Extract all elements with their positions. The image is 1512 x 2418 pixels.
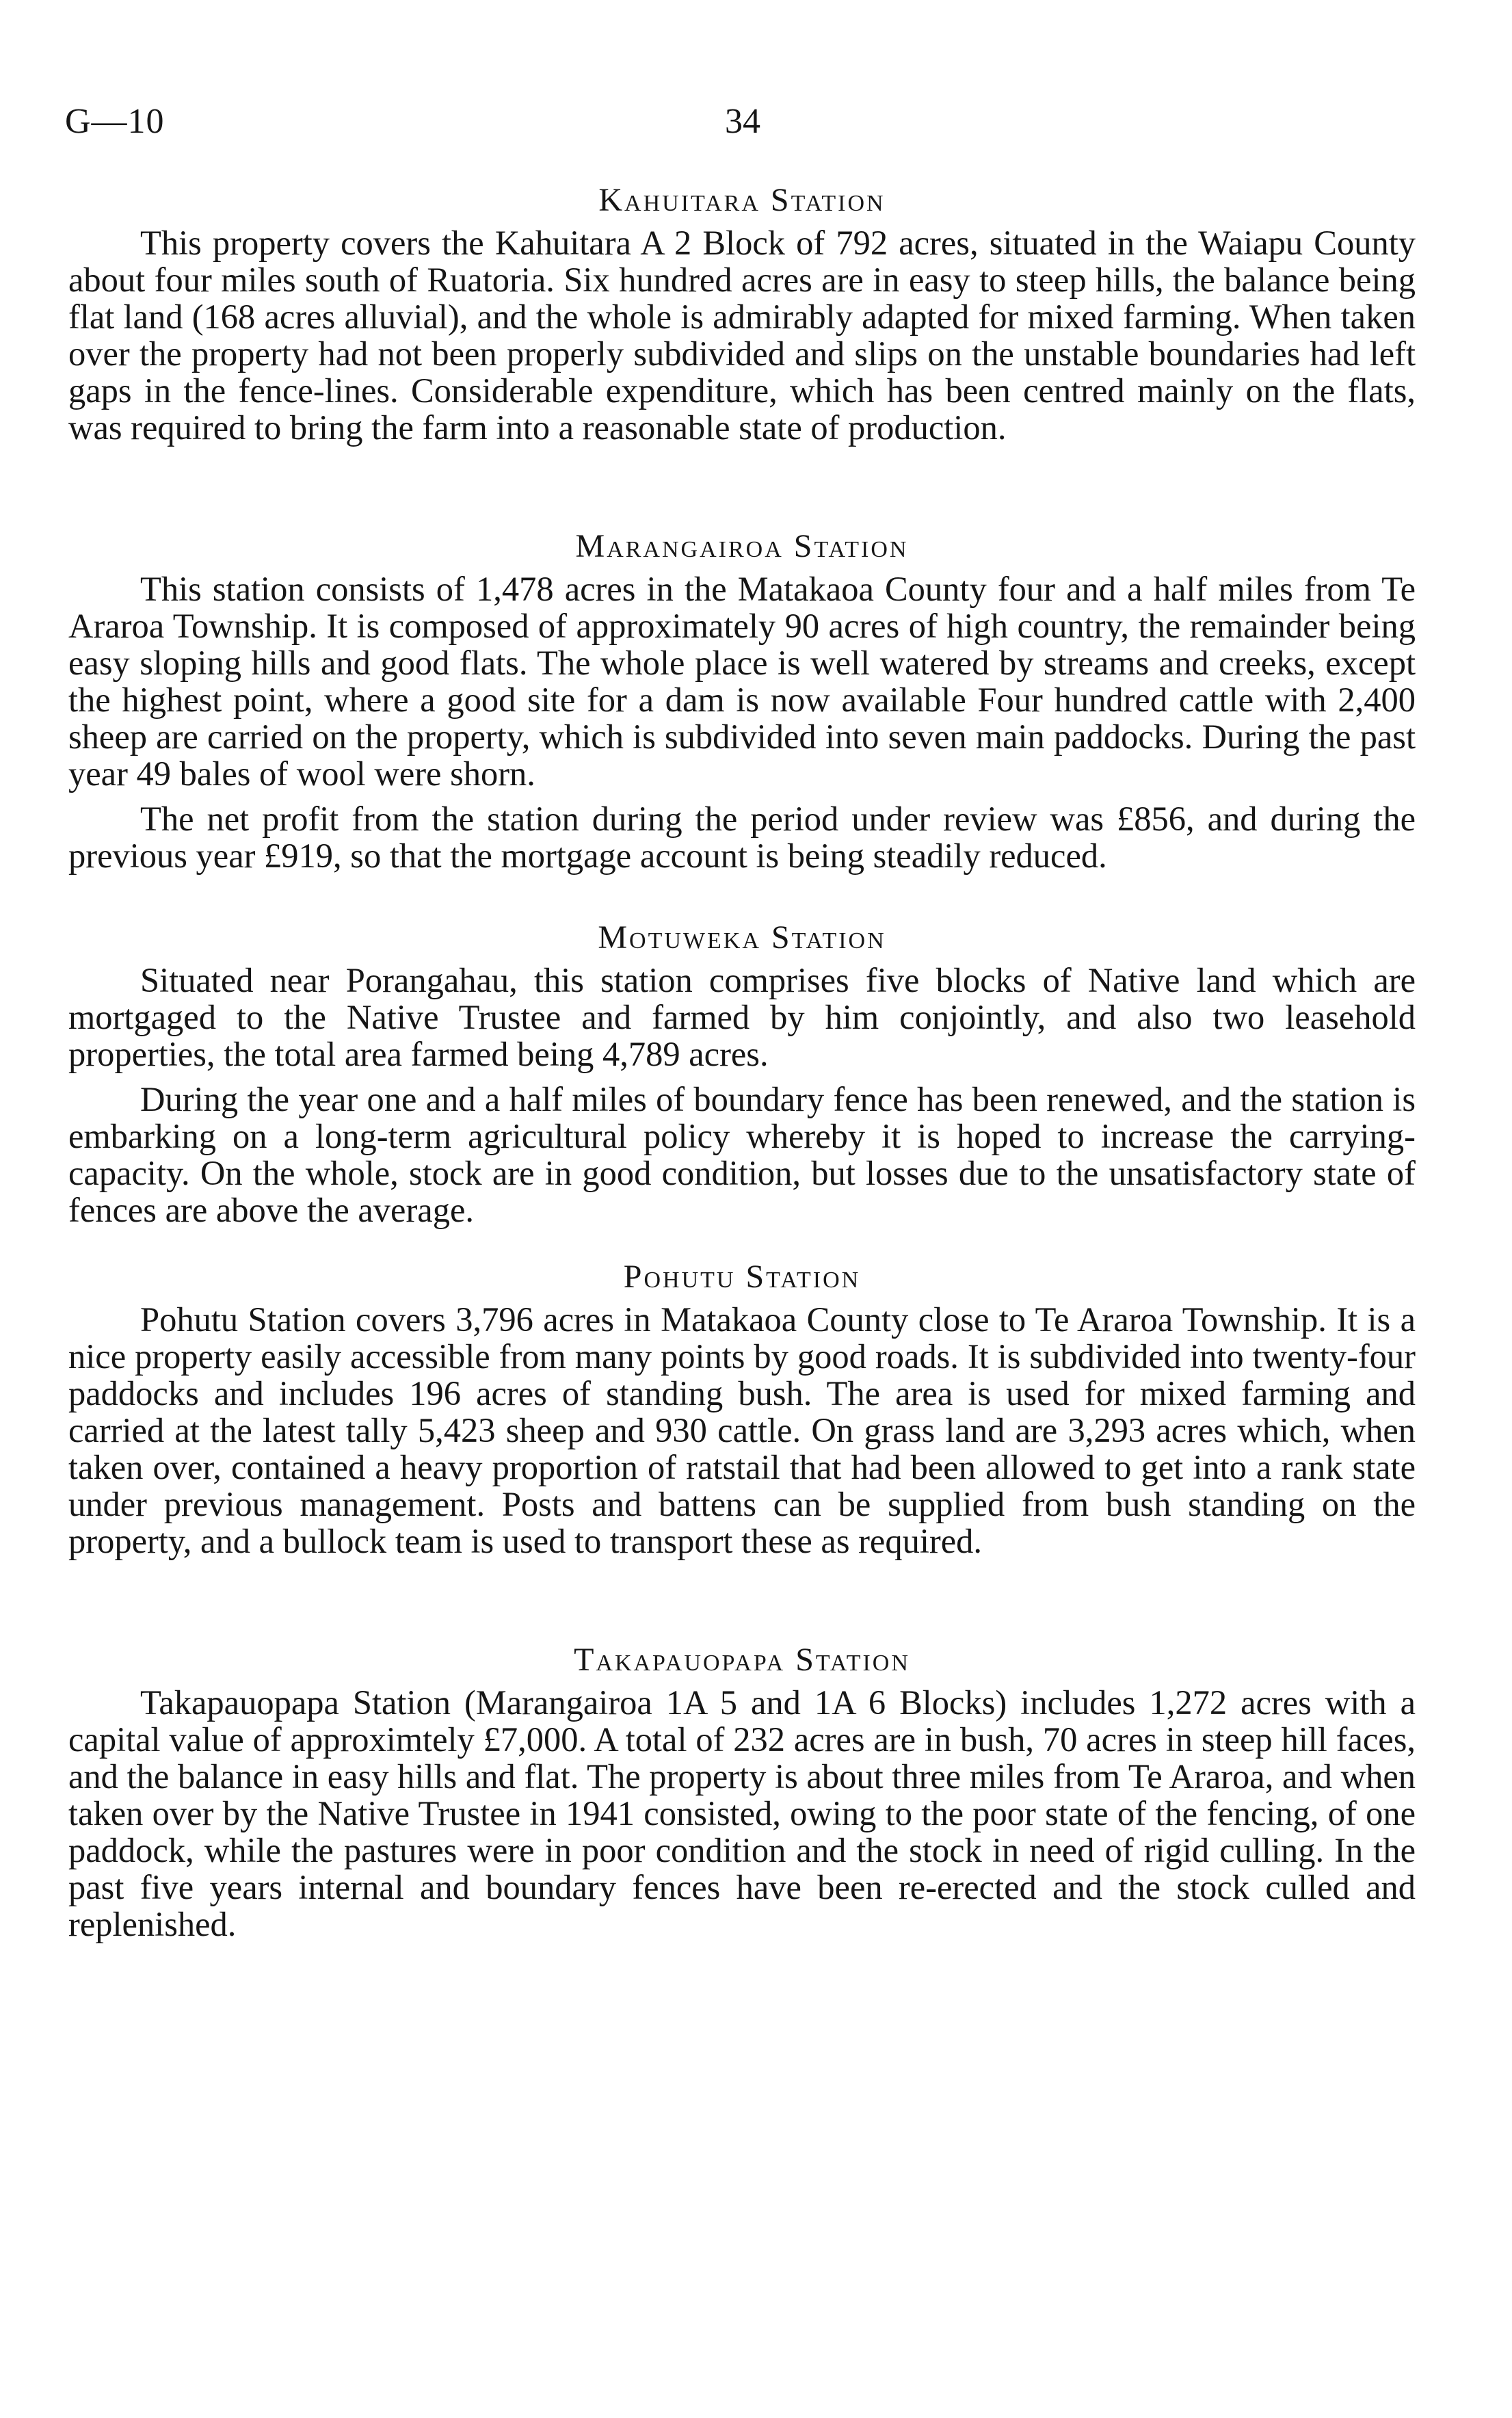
- paragraph: This property covers the Kahuitara A 2 Block of 792 acres, situated in the Waiapu County about four miles south of Ruatoria. Six hundred acres are in easy to steep hills, the balance being flat land (168 acres alluvial), and the whole is admirably adapted for mixed farming. When taken over the property had not been properly subdivided and slips on the unstable boundaries had left gaps in the fence-lines. Considerable expenditure, which has been centred mainly on the flats, was required to bring the farm into a reasonable state of production.: [68, 224, 1416, 447]
- section-title: Kahuitara Station: [598, 182, 886, 218]
- paragraph: Pohutu Station covers 3,796 acres in Matakaoa County close to Te Araroa Township. It is a nice property easily accessible from many points by good roads. It is subdivided into twenty-four paddocks and includes 196 acres of standing bush. The area is used for mixed farming and carried at the latest tally 5,423 sheep and 930 cattle. On grass land are 3,293 acres which, when taken over, contained a heavy proportion of ratstail that had been allowed to get into a rank state under previous management. Posts and battens can be supplied from bush standing on the property, and a bullock team is used to transport these as required.: [68, 1300, 1416, 1560]
- paragraph: Situated near Porangahau, this station comprises five blocks of Native land which are mortgaged to the Native Trustee and farmed by him conjointly, and also two leasehold properties, the total area farmed being 4,789 acres.: [68, 961, 1416, 1073]
- section-motuweka-station: [68, 917, 1416, 1228]
- section-title: Motuweka Station: [598, 919, 886, 956]
- section-pohutu-station: [68, 1256, 1416, 1560]
- section-title: Marangairoa Station: [575, 528, 909, 564]
- section-marangairoa-station: [68, 525, 1416, 874]
- paragraph: Takapauopapa Station (Marangairoa 1A 5 and 1A 6 Blocks) includes 1,272 acres with a capital value of approximtely £7,000. A total of 232 acres are in bush, 70 acres in steep hill faces, and the balance in easy hills and flat. The property is about three miles from Te Araroa, and when taken over by the Native Trustee in 1941 consisted, owing to the poor state of the fencing, of one paddock, while the pastures were in poor condition and the stock in need of rigid culling. In the past five years internal and boundary fences have been re-erected and the stock culled and replenished.: [68, 1683, 1416, 1943]
- section-takapauopapa-station: [68, 1639, 1416, 1943]
- section-title: Takapauopapa Station: [574, 1642, 910, 1678]
- page-number: 34: [725, 102, 760, 141]
- paragraph: During the year one and a half miles of boundary fence has been renewed, and the station is embarking on a long-term agricultural policy whereby it is hoped to increase the carrying-capacity. On the whole, stock are in good condition, but losses due to the unsatisfactory state of fences are above the average.: [68, 1080, 1416, 1229]
- section-title: Pohutu Station: [623, 1259, 861, 1295]
- paragraph: This station consists of 1,478 acres in the Matakaoa County four and a half miles from Te Araroa Township. It is composed of approximately 90 acres of high country, the remainder being easy sloping hills and good flats. The whole place is well watered by streams and creeks, except the highest point, where a good site for a dam is now available Four hundred cattle with 2,400 sheep are carried on the property, which is subdivided into seven main paddocks. During the past year 49 bales of wool were shorn.: [68, 570, 1416, 793]
- paragraph: The net profit from the station during the period under review was £856, and during the previous year £919, so that the mortgage account is being steadily reduced.: [68, 800, 1416, 875]
- section-kahuitara-station: [68, 179, 1416, 446]
- document-reference: G—10: [65, 102, 165, 141]
- page-body: [68, 179, 1416, 1951]
